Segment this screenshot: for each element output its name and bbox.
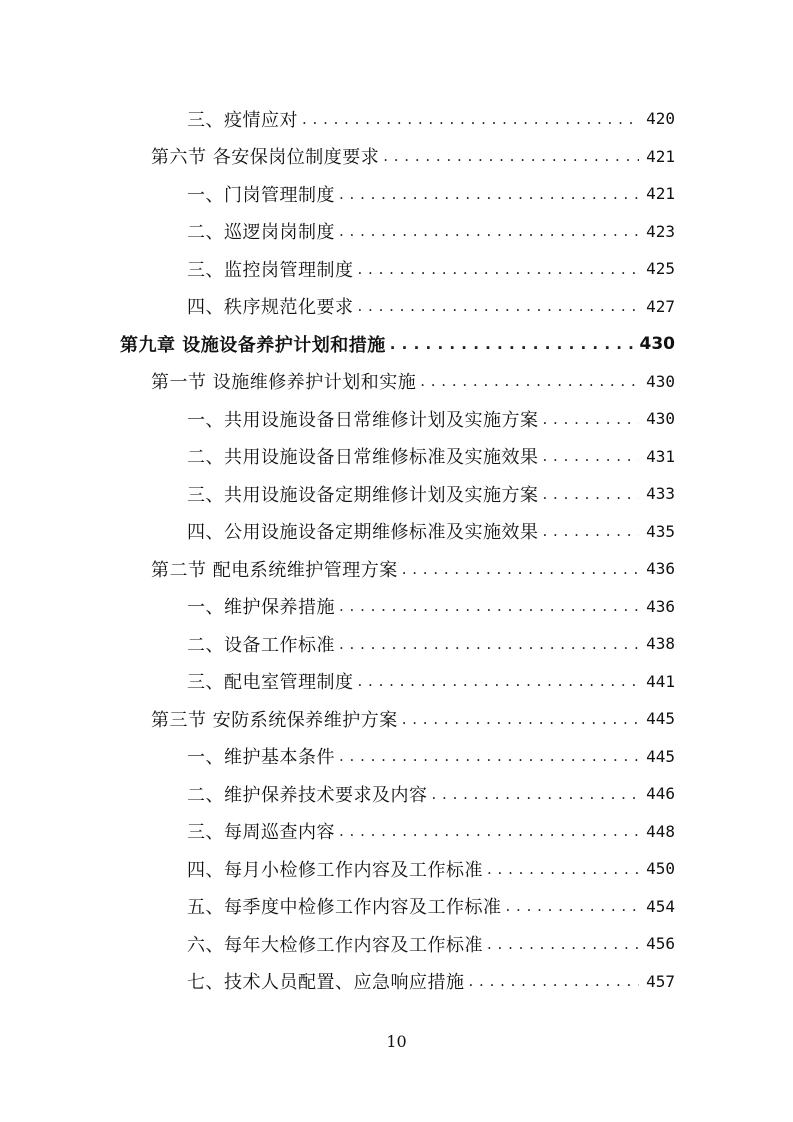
toc-entry-page: 427 [646, 296, 675, 316]
toc-entry-page: 450 [646, 859, 675, 879]
toc-entry-title: 二、巡逻岗岗制度 [187, 222, 335, 244]
toc-entry-page: 421 [646, 184, 675, 204]
toc-subsection-entry[interactable] [0, 475, 793, 513]
toc-dot-leader [339, 633, 639, 655]
toc-entry-page: 435 [646, 521, 675, 541]
toc-entry-title: 第二节 配电系统维护管理方案 [151, 559, 398, 581]
toc-dot-leader [302, 108, 639, 130]
toc-dot-leader [543, 408, 640, 430]
toc-entry-page: 436 [646, 596, 675, 616]
toc-subsection-entry[interactable] [0, 288, 793, 326]
toc-entry-page: 421 [646, 146, 675, 166]
toc-dot-leader [358, 258, 640, 280]
toc-dot-leader [339, 220, 639, 242]
toc-dot-leader [339, 745, 639, 767]
table-of-contents [0, 100, 793, 1000]
toc-entry-title: 七、技术人员配置、应急响应措施 [187, 972, 465, 994]
toc-dot-leader [339, 595, 639, 617]
toc-dot-leader [420, 370, 639, 392]
toc-subsection-entry[interactable] [0, 888, 793, 926]
toc-entry-title: 第三节 安防系统保养维护方案 [151, 709, 398, 731]
toc-entry-title: 一、维护保养措施 [187, 597, 335, 619]
toc-entry-page: 430 [646, 371, 675, 391]
toc-dot-leader [402, 558, 639, 580]
toc-entry-page: 433 [646, 484, 675, 504]
toc-entry-title: 二、维护保养技术要求及内容 [187, 784, 428, 806]
toc-dot-leader [358, 670, 640, 692]
toc-subsection-entry[interactable] [0, 850, 793, 888]
toc-subsection-entry[interactable] [0, 588, 793, 626]
toc-entry-title: 二、设备工作标准 [187, 634, 335, 656]
toc-entry-title: 第九章 设施设备养护计划和措施 [120, 334, 386, 356]
toc-chapter-entry[interactable] [0, 325, 793, 363]
toc-section-entry[interactable] [0, 700, 793, 738]
toc-dot-leader [469, 970, 640, 992]
toc-entry-title: 三、疫情应对 [187, 109, 298, 131]
toc-entry-page: 448 [646, 821, 675, 841]
toc-dot-leader [543, 520, 640, 542]
toc-dot-leader [506, 895, 640, 917]
toc-entry-title: 第六节 各安保岗位制度要求 [151, 147, 380, 169]
toc-subsection-entry[interactable] [0, 925, 793, 963]
toc-entry-title: 三、监控岗管理制度 [187, 259, 354, 281]
toc-entry-title: 第一节 设施维修养护计划和实施 [151, 372, 417, 394]
toc-entry-title: 一、维护基本条件 [187, 747, 335, 769]
toc-entry-page: 438 [646, 634, 675, 654]
toc-dot-leader [358, 295, 640, 317]
toc-entry-page: 420 [646, 109, 675, 129]
toc-entry-page: 430 [639, 333, 675, 354]
toc-subsection-entry[interactable] [0, 738, 793, 776]
toc-dot-leader [402, 708, 639, 730]
page-number: 10 [386, 1032, 407, 1051]
toc-entry-title: 四、每月小检修工作内容及工作标准 [187, 859, 483, 881]
toc-dot-leader [432, 783, 640, 805]
toc-entry-page: 456 [646, 934, 675, 954]
toc-entry-page: 430 [646, 409, 675, 429]
toc-dot-leader [487, 933, 639, 955]
toc-entry-page: 454 [646, 896, 675, 916]
toc-subsection-entry[interactable] [0, 663, 793, 701]
toc-dot-leader [339, 820, 639, 842]
toc-entry-page: 431 [646, 446, 675, 466]
toc-dot-leader [383, 145, 639, 167]
toc-entry-title: 一、共用设施设备日常维修计划及实施方案 [187, 409, 539, 431]
toc-subsection-entry[interactable] [0, 100, 793, 138]
toc-dot-leader [543, 483, 640, 505]
toc-subsection-entry[interactable] [0, 775, 793, 813]
toc-subsection-entry[interactable] [0, 513, 793, 551]
toc-section-entry[interactable] [0, 550, 793, 588]
toc-dot-leader [487, 858, 639, 880]
toc-entry-page: 423 [646, 221, 675, 241]
toc-section-entry[interactable] [0, 138, 793, 176]
toc-entry-page: 425 [646, 259, 675, 279]
toc-entry-page: 445 [646, 746, 675, 766]
toc-dot-leader [339, 183, 639, 205]
toc-entry-title: 五、每季度中检修工作内容及工作标准 [187, 897, 502, 919]
toc-entry-title: 二、共用设施设备日常维修标准及实施效果 [187, 447, 539, 469]
toc-entry-title: 四、秩序规范化要求 [187, 297, 354, 319]
toc-dot-leader [390, 333, 639, 355]
toc-entry-title: 三、共用设施设备定期维修计划及实施方案 [187, 484, 539, 506]
toc-subsection-entry[interactable] [0, 438, 793, 476]
toc-entry-title: 六、每年大检修工作内容及工作标准 [187, 934, 483, 956]
toc-entry-page: 441 [646, 671, 675, 691]
toc-subsection-entry[interactable] [0, 250, 793, 288]
toc-entry-page: 446 [646, 784, 675, 804]
toc-entry-title: 三、配电室管理制度 [187, 672, 354, 694]
toc-entry-page: 445 [646, 709, 675, 729]
toc-subsection-entry[interactable] [0, 213, 793, 251]
toc-dot-leader [543, 445, 640, 467]
toc-section-entry[interactable] [0, 363, 793, 401]
toc-entry-title: 三、每周巡查内容 [187, 822, 335, 844]
toc-entry-title: 一、门岗管理制度 [187, 184, 335, 206]
toc-subsection-entry[interactable] [0, 813, 793, 851]
toc-entry-title: 四、公用设施设备定期维修标准及实施效果 [187, 522, 539, 544]
toc-subsection-entry[interactable] [0, 175, 793, 213]
toc-subsection-entry[interactable] [0, 625, 793, 663]
toc-subsection-entry[interactable] [0, 963, 793, 1001]
toc-subsection-entry[interactable] [0, 400, 793, 438]
toc-entry-page: 436 [646, 559, 675, 579]
toc-entry-page: 457 [646, 971, 675, 991]
